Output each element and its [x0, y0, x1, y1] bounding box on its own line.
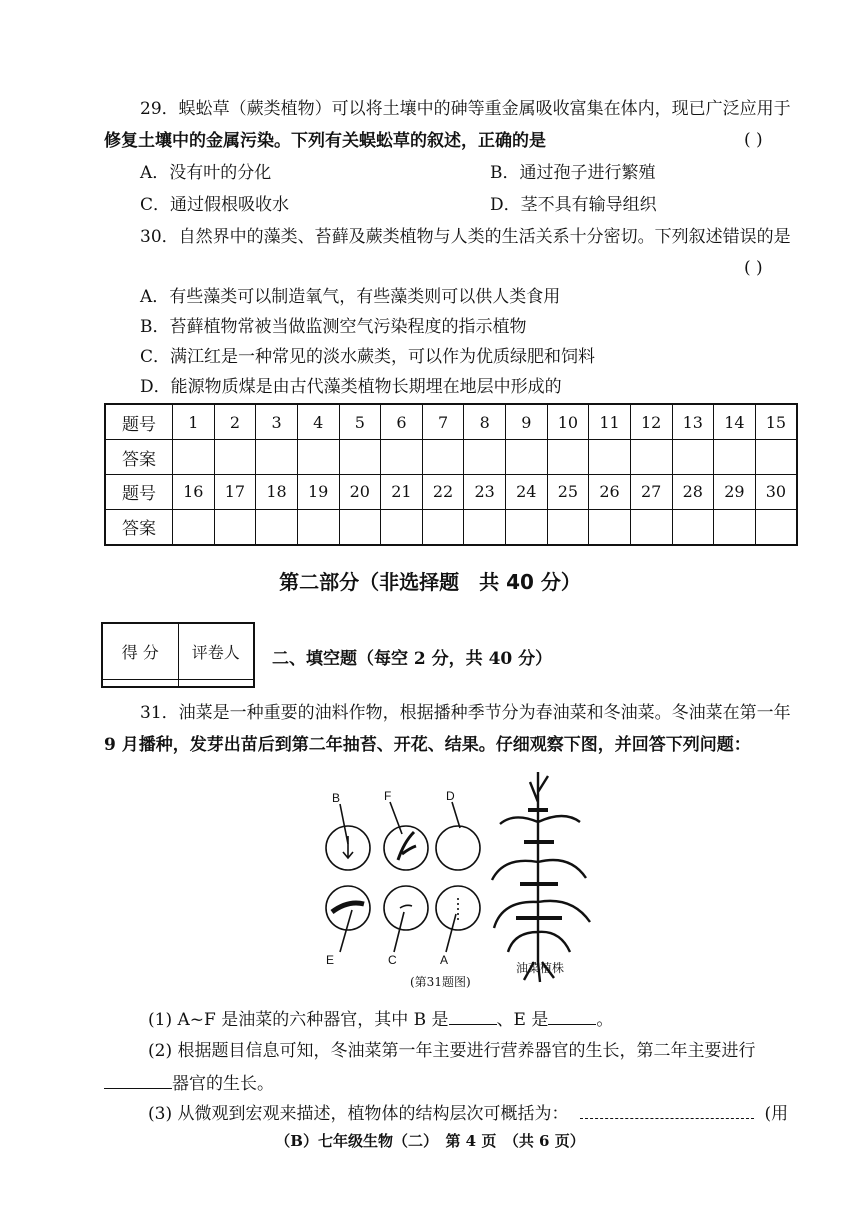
- question-number-cell: 30: [755, 474, 797, 509]
- q30-option-c: C．满江红是一种常见的淡水蕨类，可以作为优质绿肥和饲料: [140, 347, 596, 367]
- q30-answer-paren: ( ): [744, 258, 763, 278]
- answer-cell[interactable]: [755, 440, 797, 475]
- question-number-cell: 17: [214, 474, 256, 509]
- q31-sub3-text-b: (用: [764, 1104, 789, 1124]
- answer-cell[interactable]: [547, 440, 589, 475]
- answer-cell[interactable]: [464, 509, 506, 545]
- answer-cell[interactable]: [672, 440, 714, 475]
- fig-label-b: B: [332, 791, 341, 805]
- q31-sub3-blank[interactable]: [580, 1102, 754, 1119]
- answer-table: [104, 403, 798, 546]
- q31-sub1-text-a: (1) A~F 是油菜的六种器官，其中 B 是: [148, 1010, 449, 1030]
- table-row: [105, 404, 797, 440]
- q31-sub1-text-c: 。: [596, 1010, 614, 1030]
- answer-cell[interactable]: [173, 440, 215, 475]
- fig-label-a: A: [440, 953, 449, 967]
- answer-cell[interactable]: [339, 440, 381, 475]
- question-number-cell: 7: [422, 404, 464, 440]
- q31-sub1-blank-b[interactable]: [449, 1008, 497, 1025]
- answer-cell[interactable]: [714, 509, 756, 545]
- question-number-cell: 5: [339, 404, 381, 440]
- question-number-cell: 18: [256, 474, 298, 509]
- answer-cell[interactable]: [256, 440, 298, 475]
- q29-option-d: D．茎不具有输导组织: [490, 195, 657, 215]
- answer-cell[interactable]: [464, 440, 506, 475]
- question-number-cell: 4: [297, 404, 339, 440]
- table-row: [105, 474, 797, 509]
- q29-stem-line2: 修复土壤中的金属污染。下列有关蜈蚣草的叙述，正确的是: [104, 131, 546, 151]
- question-number-cell: 11: [589, 404, 631, 440]
- question-number-cell: 28: [672, 474, 714, 509]
- table-label-answer: 答案: [105, 509, 173, 545]
- q31-sub3: [148, 1102, 788, 1125]
- answer-cell[interactable]: [214, 440, 256, 475]
- q31-stem-line2: 9 月播种，发芽出苗后到第二年抽苔、开花、结果。仔细观察下图，并回答下列问题：: [104, 735, 751, 755]
- table-label-number: 题号: [105, 474, 173, 509]
- question-number-cell: 22: [422, 474, 464, 509]
- q30-option-d: D．能源物质煤是由古代藻类植物长期埋在地层中形成的: [140, 377, 562, 397]
- grader-cell[interactable]: [178, 680, 254, 687]
- score-box: [101, 622, 255, 688]
- answer-cell[interactable]: [173, 509, 215, 545]
- plant-label: 油菜植株: [516, 961, 565, 975]
- answer-cell[interactable]: [672, 509, 714, 545]
- fig-label-c: C: [388, 953, 397, 967]
- fig-label-f: F: [384, 789, 392, 803]
- answer-cell[interactable]: [589, 440, 631, 475]
- answer-cell[interactable]: [506, 509, 548, 545]
- answer-cell[interactable]: [214, 509, 256, 545]
- score-label: 得 分: [102, 623, 178, 680]
- question-number-cell: 29: [714, 474, 756, 509]
- table-row: [105, 440, 797, 475]
- grader-label: 评卷人: [178, 623, 254, 680]
- answer-cell[interactable]: [422, 509, 464, 545]
- q31-sub2: (2) 根据题目信息可知，冬油菜第一年主要进行营养器官的生长，第二年主要进行: [148, 1041, 756, 1061]
- q29-answer-paren: ( ): [744, 130, 763, 150]
- table-label-answer: 答案: [105, 440, 173, 475]
- question-number-cell: 9: [506, 404, 548, 440]
- question-number-cell: 21: [381, 474, 423, 509]
- q31-sub2-blank[interactable]: [104, 1072, 172, 1089]
- q29-stem-line1: 29．蜈蚣草（蕨类植物）可以将土壤中的砷等重金属吸收富集在体内，现已广泛应用于: [140, 99, 791, 119]
- question-number-cell: 26: [589, 474, 631, 509]
- organ-circle-c: [384, 886, 428, 930]
- answer-cell[interactable]: [381, 509, 423, 545]
- question-number-cell: 3: [256, 404, 298, 440]
- q31-figure: [318, 762, 618, 990]
- question-number-cell: 6: [381, 404, 423, 440]
- question-number-cell: 8: [464, 404, 506, 440]
- organ-circle-f: [384, 826, 428, 870]
- question-number-cell: 10: [547, 404, 589, 440]
- table-row: [105, 509, 797, 545]
- answer-cell[interactable]: [422, 440, 464, 475]
- section2-title: 二、填空题（每空 2 分，共 40 分）: [272, 649, 553, 669]
- figure-caption: (第31题图): [410, 975, 471, 989]
- q31-sub1-text-b: 、E 是: [496, 1010, 549, 1030]
- question-number-cell: 12: [630, 404, 672, 440]
- question-number-cell: 14: [714, 404, 756, 440]
- answer-cell[interactable]: [297, 440, 339, 475]
- q29-option-a: A．没有叶的分化: [140, 163, 272, 183]
- q29-option-c: C．通过假根吸收水: [140, 195, 290, 215]
- answer-cell[interactable]: [547, 509, 589, 545]
- question-number-cell: 2: [214, 404, 256, 440]
- q31-sub2-cont: [104, 1072, 274, 1095]
- question-number-cell: 13: [672, 404, 714, 440]
- q31-sub3-text-a: (3) 从微观到宏观来描述，植物体的结构层次可概括为：: [148, 1104, 569, 1124]
- answer-cell[interactable]: [339, 509, 381, 545]
- q30-stem: 30．自然界中的藻类、苔藓及蕨类植物与人类的生活关系十分密切。下列叙述错误的是: [140, 227, 791, 247]
- answer-cell[interactable]: [381, 440, 423, 475]
- question-number-cell: 23: [464, 474, 506, 509]
- fig-label-d: D: [446, 789, 455, 803]
- question-number-cell: 15: [755, 404, 797, 440]
- answer-cell[interactable]: [755, 509, 797, 545]
- q31-sub2-text-b: 器官的生长。: [172, 1074, 274, 1094]
- answer-cell[interactable]: [589, 509, 631, 545]
- q31-sub1: [148, 1008, 613, 1031]
- question-number-cell: 24: [506, 474, 548, 509]
- organ-circle-d: [436, 826, 480, 870]
- answer-cell[interactable]: [506, 440, 548, 475]
- table-label-number: 题号: [105, 404, 173, 440]
- question-number-cell: 20: [339, 474, 381, 509]
- score-cell[interactable]: [102, 680, 178, 687]
- answer-cell[interactable]: [630, 440, 672, 475]
- answer-cell[interactable]: [630, 509, 672, 545]
- answer-cell[interactable]: [256, 509, 298, 545]
- page-footer: （B）七年级生物（二） 第 4 页 （共 6 页）: [275, 1132, 585, 1150]
- question-number-cell: 27: [630, 474, 672, 509]
- question-number-cell: 16: [173, 474, 215, 509]
- q30-option-a: A．有些藻类可以制造氧气，有些藻类则可以供人类食用: [140, 287, 561, 307]
- part2-title: 第二部分（非选择题 共 40 分）: [279, 570, 581, 594]
- answer-cell[interactable]: [297, 509, 339, 545]
- q30-option-b: B．苔藓植物常被当做监测空气污染程度的指示植物: [140, 317, 527, 337]
- question-number-cell: 19: [297, 474, 339, 509]
- q31-sub1-blank-e[interactable]: [548, 1008, 596, 1025]
- question-number-cell: 25: [547, 474, 589, 509]
- q31-stem-line1: 31．油菜是一种重要的油料作物，根据播种季节分为春油菜和冬油菜。冬油菜在第一年: [140, 703, 791, 723]
- answer-cell[interactable]: [714, 440, 756, 475]
- question-number-cell: 1: [173, 404, 215, 440]
- fig-label-e: E: [326, 953, 335, 967]
- q29-option-b: B．通过孢子进行繁殖: [490, 163, 656, 183]
